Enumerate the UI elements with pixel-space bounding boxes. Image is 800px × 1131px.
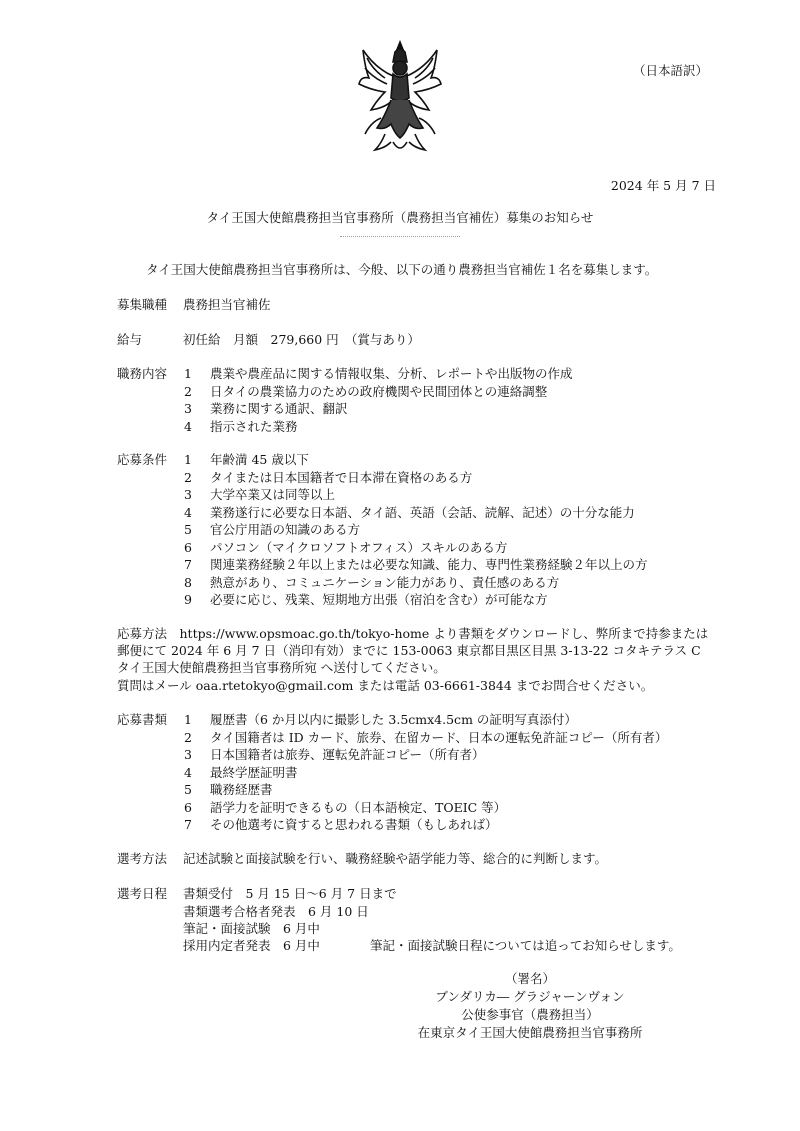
list-item: 7 関連業務経験２年以上または必要な知識、能力、専門性業務経験２年以上の方 (184, 557, 648, 572)
selection-method-value: 記述試験と面接試験を行い、職務経験や語学能力等、総合的に判断します。 (183, 851, 608, 866)
list-item: 5 職務経歴書 (184, 782, 273, 797)
schedule-line: 採用内定者発表 6 月中 (183, 938, 320, 953)
duties-list (184, 364, 573, 434)
signatory-office: 在東京タイ王国大使館農務担当官事務所 (417, 1025, 643, 1040)
documents-list (184, 710, 667, 833)
list-item: 3 大学卒業又は同等以上 (184, 487, 336, 502)
signatory-name: ブンダリカ― グラジャーンヴォン (435, 989, 625, 1004)
list-item: 3 日本国籍者は旅券、運転免許証コピー（所有者） (184, 747, 485, 762)
schedule-line: 書類受付 5 月 15 日～6 月 7 日まで (183, 886, 397, 901)
document-date: 2024 年 5 月 7 日 (610, 178, 716, 193)
list-item: 4 指示された業務 (184, 418, 298, 434)
list-item: 5 官公庁用語の知識のある方 (184, 522, 361, 537)
intro-text: タイ王国大使館農務担当官事務所は、今般、以下の通り農務担当官補佐１名を募集します。 (146, 262, 658, 277)
application-line-1: 応募方法 https://www.opsmoac.go.th/tokyo-home より書類をダウンロードし、弊所まで持参または (117, 626, 709, 641)
list-item: 8 熱意があり、コミュニケーション能力があり、責任感のある方 (184, 574, 560, 590)
list-item: 2 タイまたは日本国籍者で日本滞在資格のある方 (184, 469, 473, 485)
translation-note: （日本語訳） (633, 63, 709, 78)
title-divider (340, 236, 460, 237)
documents-label: 応募書類 (117, 712, 168, 727)
salary-label: 給与 (117, 332, 143, 347)
requirements-list (184, 450, 648, 608)
application-line-3: タイ王国大使館農務担当官事務所宛 へ送付してください。 (117, 660, 446, 675)
schedule-label: 選考日程 (117, 886, 168, 901)
application-contact: 質問はメール oaa.rtetokyo@gmail.com または電話 03-6661-3844 までお問合せください。 (117, 678, 654, 693)
schedule-line: 書類選考合格者発表 6 月 10 日 (183, 904, 369, 919)
application-line-2: 郵便にて 2024 年 6 月 7 日（消印有効）までに 153-0063 東京都目黒区目黒 3-13-22 コタキテラス C (117, 643, 701, 658)
selection-method-label: 選考方法 (117, 851, 168, 866)
page-title: タイ王国大使館農務担当官事務所（農務担当官補佐）募集のお知らせ (206, 210, 594, 225)
duties-label: 職務内容 (117, 366, 168, 381)
list-item: 1 年齢満 45 歳以下 (184, 452, 309, 467)
list-item: 3 業務に関する通訳、翻訳 (184, 401, 348, 416)
list-item: 4 業務遂行に必要な日本語、タイ語、英語（会話、読解、記述）の十分な能力 (184, 504, 635, 520)
signature-mark: （署名） (504, 971, 555, 986)
schedule-note: 筆記・面接試験日程については追ってお知らせします。 (370, 938, 681, 953)
list-item: 6 パソコン（マイクロソフトオフィス）スキルのある方 (184, 539, 508, 555)
schedule-line: 筆記・面接試験 6 月中 (183, 921, 320, 936)
garuda-emblem (355, 38, 445, 158)
position-label: 募集職種 (117, 297, 168, 312)
list-item: 7 その他選考に資すると思われる書類（もしあれば） (184, 817, 498, 832)
signatory-role: 公使参事官（農務担当） (461, 1007, 599, 1022)
list-item: 2 日タイの農業協力のための政府機関や民間団体との連絡調整 (184, 383, 548, 399)
list-item: 6 語学力を証明できるもの（日本語検定、TOEIC 等） (184, 799, 507, 815)
requirements-label: 応募条件 (117, 452, 168, 467)
list-item: 9 必要に応じ、残業、短期地方出張（宿泊を含む）が可能な方 (184, 592, 548, 607)
list-item: 1 履歴書（6 か月以内に撮影した 3.5cmx4.5cm の証明写真添付） (184, 712, 577, 727)
salary-value: 初任給 月額 279,660 円 （賞与あり） (183, 332, 420, 347)
list-item: 1 農業や農産品に関する情報収集、分析、レポートや出版物の作成 (184, 366, 573, 381)
position-value: 農務担当官補佐 (183, 297, 271, 312)
list-item: 4 最終学歴証明書 (184, 764, 298, 780)
list-item: 2 タイ国籍者は ID カード、旅券、在留カード、日本の運転免許証コピー（所有者） (184, 729, 668, 745)
